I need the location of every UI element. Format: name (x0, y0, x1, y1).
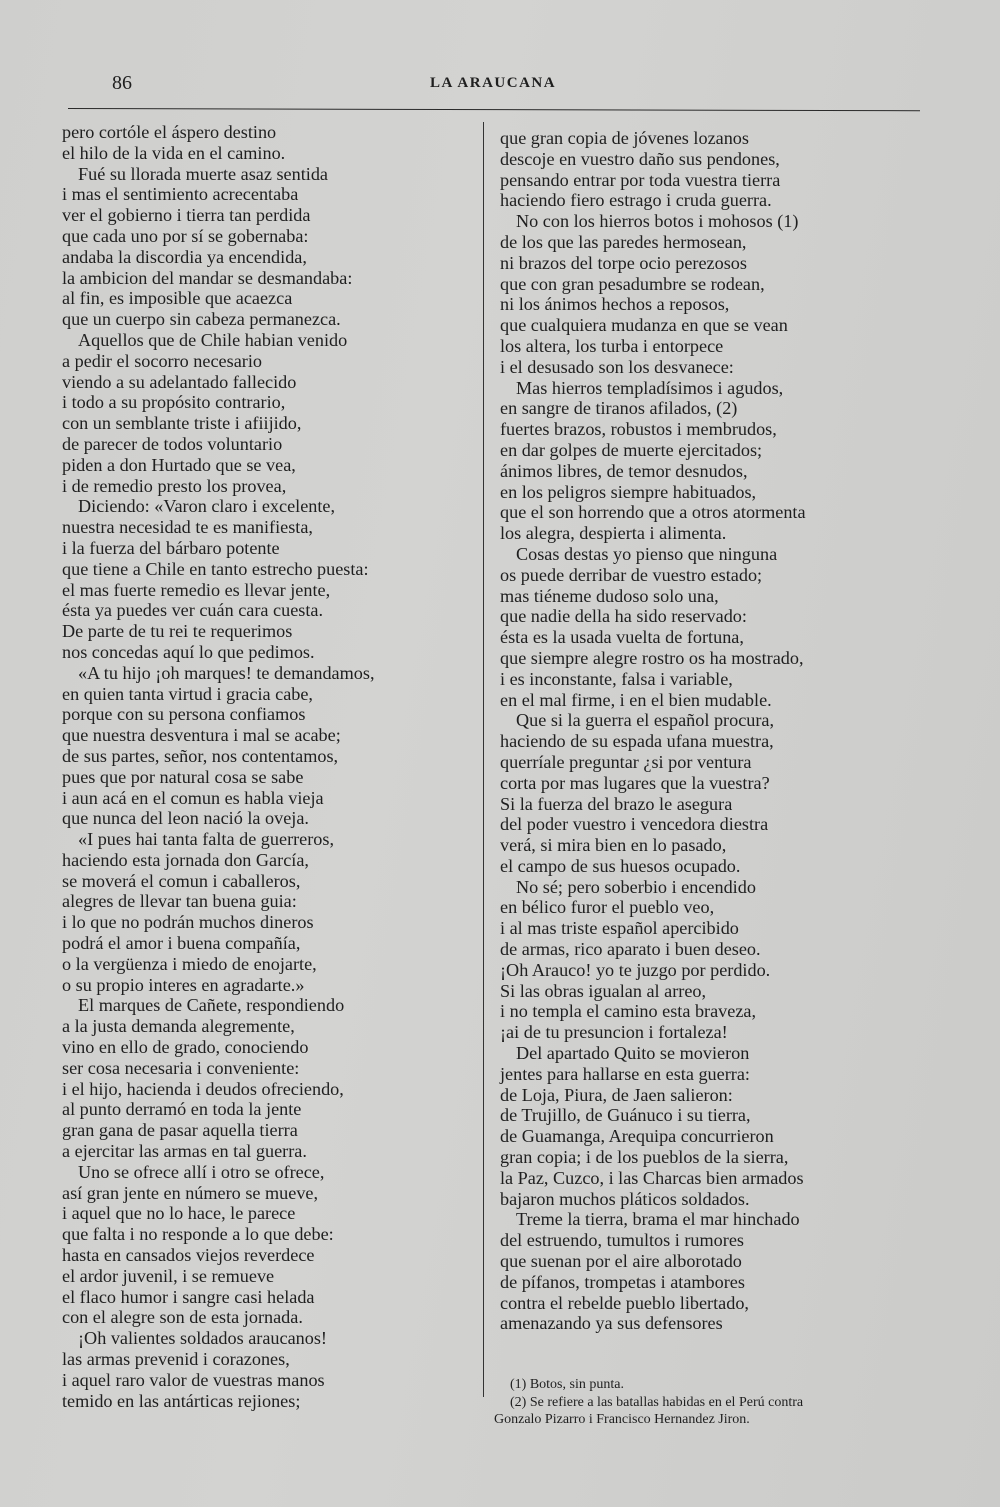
verse-line: del poder vuestro i vencedora diestra (500, 814, 769, 835)
verse-line: haciendo esta jornada don García, (62, 849, 309, 870)
verse-line: piden a don Hurtado que se vea, (62, 454, 296, 475)
verse-line: temido en las antárticas rejiones; (62, 1390, 301, 1411)
verse-line: ésta es la usada vuelta de fortuna, (500, 627, 744, 648)
verse-line: bajaron muchos pláticos soldados. (500, 1188, 750, 1209)
footnotes (494, 1376, 914, 1429)
verse-line: Aquellos que de Chile habian venido (78, 329, 348, 350)
verse-line: la Paz, Cuzco, i las Charcas bien armados (500, 1167, 804, 1188)
verse-line: ¡Oh Arauco! yo te juzgo por perdido. (500, 959, 771, 980)
verse-line: al fin, es imposible que acaezca (62, 288, 293, 309)
verse-line: a pedir el socorro necesario (62, 350, 262, 371)
verse-line: que suenan por el aire alborotado (500, 1251, 742, 1272)
verse-line: gran copia; i de los pueblos de la sierra, (500, 1147, 789, 1168)
verse-line: ni brazos del torpe ocio perezosos (500, 252, 747, 273)
verse-line: así gran jente en número se mueve, (62, 1182, 319, 1203)
verse-line: i aun acá en el comun es habla vieja (62, 787, 324, 808)
verse-line: que con gran pesadumbre se rodean, (500, 273, 765, 294)
verse-line: contra el rebelde pueblo libertado, (500, 1292, 749, 1313)
verse-line: el campo de sus huesos ocupado. (500, 855, 741, 876)
verse-line: en los peligros siempre habituados, (500, 481, 757, 502)
verse-line: nos concedas aquí lo que pedimos. (62, 641, 315, 662)
verse-line: que el son horrendo que a otros atormenta (500, 502, 806, 523)
verse-line: de parecer de todos voluntario (62, 433, 283, 454)
verse-line: verá, si mira bien en lo pasado, (500, 835, 727, 856)
verse-line: pues que por natural cosa se sabe (62, 766, 304, 787)
verse-line: Fué su llorada muerte asaz sentida (78, 163, 328, 184)
verse-line: los alegra, despierta i alimenta. (500, 523, 727, 544)
verse-line: en quien tanta virtud i gracia cabe, (62, 683, 313, 704)
verse-line: hasta en cansados viejos reverdece (62, 1245, 315, 1266)
verse-line: ver el gobierno i tierra tan perdida (62, 205, 311, 226)
verse-line: fuertes brazos, robustos i membrudos, (500, 419, 777, 440)
right-column (500, 128, 910, 1334)
verse-line: andaba la discordia ya encendida, (62, 246, 307, 267)
verse-line: Mas hierros templadísimos i agudos, (516, 377, 784, 398)
verse-line: i al mas triste español apercibido (500, 918, 739, 939)
verse-line: que falta i no responde a lo que debe: (62, 1224, 334, 1245)
verse-line: del estruendo, tumultos i rumores (500, 1230, 744, 1251)
verse-line: viendo a su adelantado fallecido (62, 371, 297, 392)
verse-line: o la vergüenza i miedo de enojarte, (62, 953, 317, 974)
verse-line: de Guamanga, Arequipa concurrieron (500, 1126, 774, 1147)
page-number: 86 (112, 72, 132, 94)
verse-line: amenazando ya sus defensores (500, 1313, 723, 1334)
verse-line: Diciendo: «Varon claro i excelente, (78, 496, 336, 517)
verse-line: El marques de Cañete, respondiendo (78, 995, 345, 1016)
verse-line: en dar golpes de muerte ejercitados; (500, 439, 763, 460)
verse-line: el flaco humor i sangre casi helada (62, 1286, 315, 1307)
verse-line: haciendo de su espada ufana muestra, (500, 731, 774, 752)
verse-line: ser cosa necesaria i conveniente: (62, 1057, 300, 1078)
verse-line: vino en ello de grado, conociendo (62, 1037, 309, 1058)
verse-line: con el alegre son de esta jornada. (62, 1307, 303, 1328)
verse-line: el hilo de la vida en el camino. (62, 142, 286, 163)
column-divider (483, 122, 484, 1397)
verse-line: de sus partes, señor, nos contentamos, (62, 745, 339, 766)
verse-line: descoje en vuestro daño sus pendones, (500, 148, 780, 169)
verse-line: jentes para hallarse en esta guerra: (500, 1063, 750, 1084)
verse-line: haciendo fiero estrago i cruda guerra. (500, 190, 772, 211)
verse-line: pensando entrar por toda vuestra tierra (500, 169, 781, 190)
verse-line: querríale preguntar ¿si por ventura (500, 751, 752, 772)
verse-line: los altera, los turba i entorpece (500, 335, 724, 356)
verse-line: pero cortóle el áspero destino (62, 122, 277, 142)
verse-line: De parte de tu rei te requerimos (62, 621, 293, 642)
verse-line: a ejercitar las armas en tal guerra. (62, 1141, 307, 1162)
verse-line: de Loja, Piura, de Jaen salieron: (500, 1084, 733, 1105)
verse-line: podrá el amor i buena compañía, (62, 933, 301, 954)
verse-line: i aquel que no lo hace, le parece (62, 1203, 296, 1224)
verse-line: i mas el sentimiento acrecentaba (62, 184, 299, 205)
verse-line: que gran copia de jóvenes lozanos (500, 128, 749, 148)
verse-line: gran gana de pasar aquella tierra (62, 1120, 298, 1141)
verse-line: «A tu hijo ¡oh marques! te demandamos, (78, 662, 375, 683)
verse-line: que siempre alegre rostro os ha mostrado, (500, 647, 804, 668)
verse-line: mas tiéneme dudoso solo una, (500, 585, 719, 606)
verse-line: la ambicion del mandar se desmandaba: (62, 267, 353, 288)
verse-line: i el desusado son los desvanece: (500, 356, 734, 377)
verse-line: i el hijo, hacienda i deudos ofreciendo, (62, 1078, 344, 1099)
verse-line: i no templa el camino esta braveza, (500, 1001, 757, 1022)
verse-line: i de remedio presto los provea, (62, 475, 287, 496)
verse-line: en sangre de tiranos afilados, (2) (500, 398, 738, 419)
verse-line: alegres de llevar tan buena guia: (62, 891, 297, 912)
verse-line: el mas fuerte remedio es llevar jente, (62, 579, 331, 600)
verse-line: Cosas destas yo pienso que ninguna (516, 543, 778, 564)
verse-line: que nunca del leon nació la oveja. (62, 808, 309, 829)
verse-line: a la justa demanda alegremente, (62, 1016, 295, 1037)
footnote-line: (1) Botos, sin punta. (510, 1377, 624, 1392)
verse-line: de Trujillo, de Guánuco i su tierra, (500, 1105, 751, 1126)
verse-line: ¡Oh valientes soldados araucanos! (78, 1328, 327, 1349)
verse-line: i lo que no podrán muchos dineros (62, 912, 314, 933)
verse-line: de pífanos, trompetas i atambores (500, 1271, 745, 1292)
verse-line: de armas, rico aparato i buen deseo. (500, 939, 761, 960)
verse-line: os puede derribar de vuestro estado; (500, 564, 763, 585)
verse-line: nuestra necesidad te es manifiesta, (62, 517, 313, 538)
verse-line: i es inconstante, falsa i variable, (500, 668, 733, 689)
verse-line: el ardor juvenil, i se remueve (62, 1265, 275, 1286)
verse-line: de los que las paredes hermosean, (500, 231, 747, 252)
verse-line: que nuestra desventura i mal se acabe; (62, 725, 341, 746)
verse-line: o su propio interes en agradarte.» (62, 974, 305, 995)
verse-line: las armas prevenid i corazones, (62, 1349, 290, 1370)
verse-line: ésta ya puedes ver cuán cara cuesta. (62, 600, 324, 621)
verse-line: ni los ánimos hechos a reposos, (500, 294, 730, 315)
verse-line: i todo a su propósito contrario, (62, 392, 286, 413)
verse-line: No sé; pero soberbio i encendido (516, 876, 756, 897)
verse-line: en bélico furor el pueblo veo, (500, 897, 715, 918)
verse-line: i aquel raro valor de vuestras manos (62, 1369, 325, 1390)
page-header (0, 72, 1000, 96)
verse-line: Uno se ofrece allí i otro se ofrece, (78, 1161, 325, 1182)
header-rule (68, 108, 920, 111)
verse-line: que nadie della ha sido reservado: (500, 606, 747, 627)
verse-line: Que si la guerra el español procura, (516, 710, 775, 731)
verse-line: porque con su persona confiamos (62, 704, 306, 725)
verse-line: que un cuerpo sin cabeza permanezca. (62, 309, 341, 330)
verse-line: Si la fuerza del brazo le asegura (500, 793, 733, 814)
verse-line: ¡ai de tu presuncion i fortaleza! (500, 1022, 728, 1043)
verse-line: con un semblante triste i afiijido, (62, 413, 302, 434)
verse-line: i la fuerza del bárbaro potente (62, 537, 280, 558)
footnote-line: (2) Se refiere a las batallas habidas en el Perú contra (510, 1394, 804, 1410)
verse-line: Si las obras igualan al arreo, (500, 980, 707, 1001)
running-title: LA ARAUCANA (430, 75, 557, 91)
verse-line: corta por mas lugares que la vuestra? (500, 772, 770, 793)
verse-line: al punto derramó en toda la jente (62, 1099, 302, 1120)
verse-line: Treme la tierra, brama el mar hinchado (516, 1209, 800, 1230)
verse-line: en el mal firme, i en el bien mudable. (500, 689, 772, 710)
verse-line: que cada uno por sí se gobernaba: (62, 225, 309, 246)
footnote-line: Gonzalo Pizarro i Francisco Hernandez Jiron. (494, 1412, 750, 1427)
verse-line: ánimos libres, de temor desnudos, (500, 460, 748, 481)
left-column (62, 122, 472, 1411)
verse-line: se moverá el comun i caballeros, (62, 870, 301, 891)
verse-line: «I pues hai tanta falta de guerreros, (78, 829, 335, 850)
verse-line: Del apartado Quito se movieron (516, 1043, 750, 1064)
verse-line: No con los hierros botos i mohosos (1) (516, 211, 799, 232)
verse-line: que cualquiera mudanza en que se vean (500, 315, 788, 336)
verse-line: que tiene a Chile en tanto estrecho puesta: (62, 558, 369, 579)
